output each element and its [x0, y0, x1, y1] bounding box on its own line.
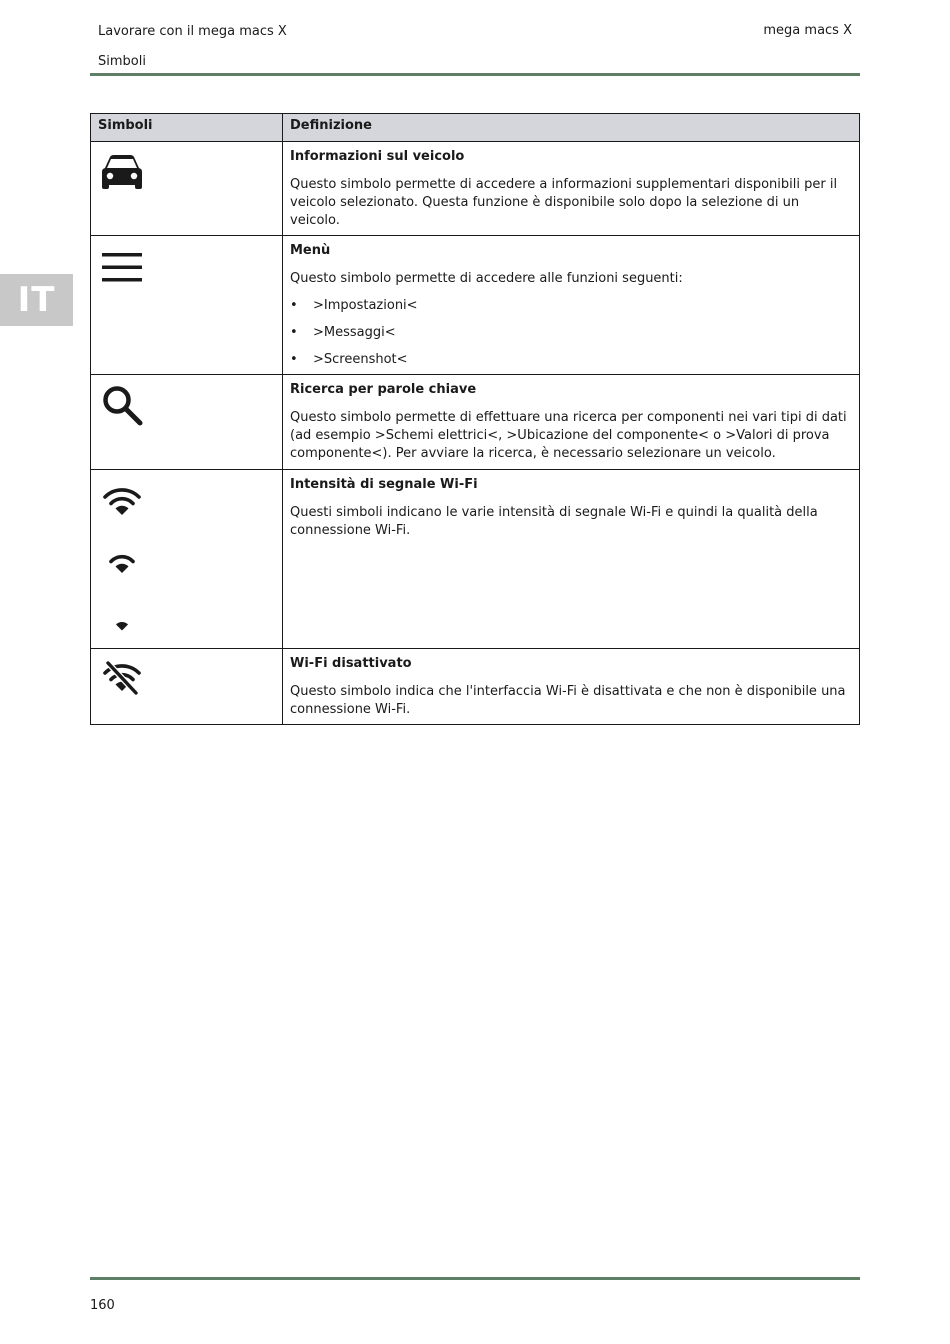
footer-divider [90, 1277, 860, 1280]
symbol-cell [91, 649, 283, 725]
definition-title: Intensità di segnale Wi-Fi [290, 477, 478, 492]
list-item: • >Impostazioni< [290, 297, 852, 315]
definition-title: Wi-Fi disattivato [290, 656, 412, 671]
column-header-symbols: Simboli [91, 114, 283, 142]
function-list [290, 297, 852, 369]
page-number: 160 [90, 1298, 115, 1313]
definition-cell [283, 470, 860, 649]
symbol-cell [91, 142, 283, 236]
column-header-definition: Definizione [283, 114, 860, 142]
symbol-cell [91, 375, 283, 470]
symbols-table [90, 113, 860, 725]
table-header-row [91, 114, 860, 142]
wifi-low-icon [115, 621, 129, 631]
definition-text: Questi simboli indicano le varie intensità di segnale Wi-Fi e quindi la qualità della connessione Wi-Fi. [290, 505, 818, 538]
header-divider [90, 73, 860, 76]
header-document-title: Lavorare con il mega macs X [98, 24, 287, 39]
header-section-title: Simboli [98, 54, 146, 69]
definition-text: Questo simbolo permette di accedere a informazioni supplementari disponibili per il veicolo selezionato. Questa funzione è disponibile solo dopo la selezione di un veicolo. [290, 177, 838, 228]
table-row [91, 236, 860, 375]
wifi-off-icon [102, 661, 142, 695]
definition-title: Informazioni sul veicolo [290, 149, 465, 164]
list-item: • >Messaggi< [290, 324, 852, 342]
list-item: • >Screenshot< [290, 351, 852, 369]
definition-title: Ricerca per parole chiave [290, 382, 477, 397]
table-row [91, 375, 860, 470]
table-row [91, 142, 860, 236]
definition-text: Questo simbolo indica che l'interfaccia Wi-Fi è disattivata e che non è disponibile una connessione Wi-Fi. [290, 684, 846, 717]
wifi-full-icon [102, 486, 142, 516]
menu-icon [102, 253, 142, 282]
definition-cell [283, 375, 860, 470]
table-row [91, 649, 860, 725]
definition-text: Questo simbolo permette di effettuare una ricerca per componenti nei vari tipi di dati (ad esempio >Schemi elettrici<, >Ubicazione del componente< o >Valori di prova componente<). Per avviare la ricerca, è necessario selezionare un veicolo. [290, 410, 847, 461]
symbol-cell [91, 236, 283, 375]
search-icon [102, 385, 144, 427]
symbol-cell [91, 470, 283, 649]
definition-cell [283, 649, 860, 725]
table-row [91, 470, 860, 649]
language-tab: IT [0, 274, 73, 326]
car-icon [101, 154, 143, 191]
definition-title: Menù [290, 243, 331, 258]
definition-text: Questo simbolo permette di accedere alle funzioni seguenti: [290, 271, 683, 286]
wifi-medium-icon [109, 554, 135, 574]
header-product-name: mega macs X [763, 23, 852, 38]
definition-cell [283, 142, 860, 236]
definition-cell [283, 236, 860, 375]
